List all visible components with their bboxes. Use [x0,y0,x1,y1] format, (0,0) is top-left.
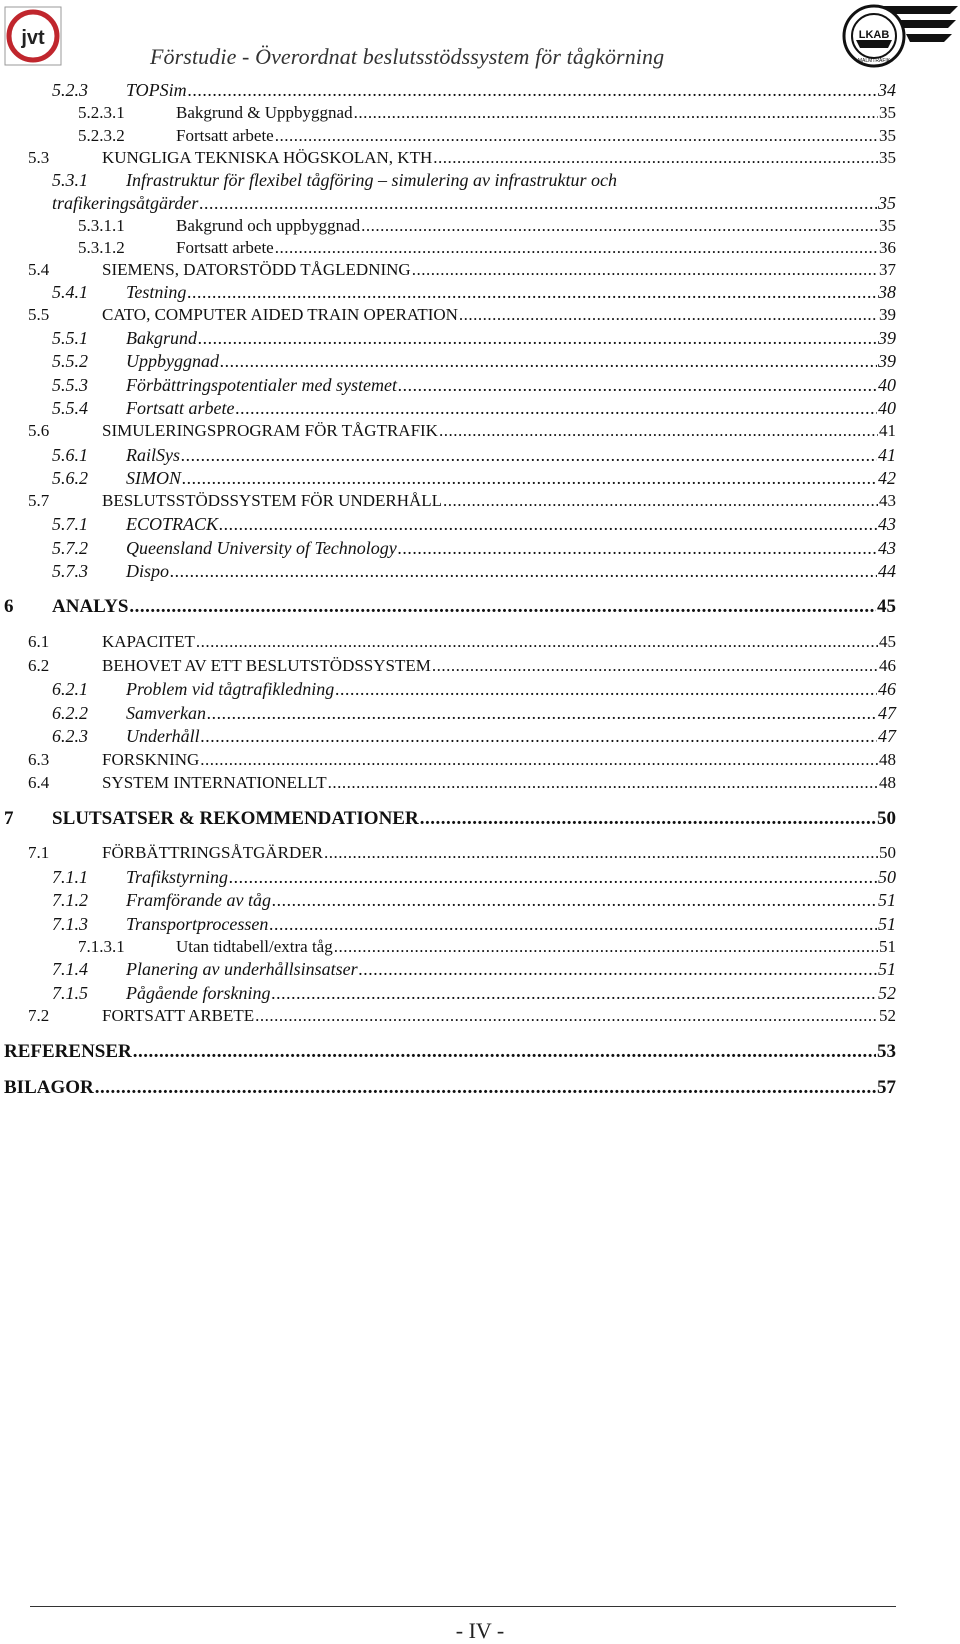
toc-entry-page: 41 [879,421,896,440]
toc-entry-title: Planering av underhållsinsatser [126,959,358,979]
toc-entry[interactable] [78,937,896,957]
toc-entry-title: Utan tidtabell/extra tåg [176,937,333,956]
lkab-logo-text: LKAB [858,29,890,41]
toc-entry-title: Pågående forskning [126,983,271,1003]
toc-entry-number: 5.2.3.2 [78,126,125,145]
toc-entry-title: Uppbyggnad [126,351,219,371]
toc-entry-title: Trafikstyrning [126,867,229,887]
toc-entry-title: CATO, COMPUTER AIDED TRAIN OPERATION [102,305,458,324]
toc-entry[interactable] [52,867,896,888]
toc-entry-number: 7.1.5 [52,983,88,1003]
toc-entry-page: 39 [878,328,896,348]
toc-dot-leader [182,468,877,489]
toc-entry-title: Problem vid tågtrafikledning [126,679,335,699]
toc-entry[interactable] [28,148,896,168]
toc-entry-page: 40 [878,398,896,418]
toc-entry-number: 7 [4,808,14,829]
toc-entry[interactable] [4,1077,896,1099]
toc-entry-page: 35 [879,148,896,167]
toc-entry-number: 6.1 [28,632,50,651]
toc-entry-number: 5.3.1.2 [78,238,125,257]
toc-dot-leader [236,398,878,419]
toc-entry-number: 5.3 [28,148,50,167]
toc-entry[interactable] [52,983,896,1004]
toc-entry-number: 5.5 [28,305,50,324]
toc-dot-leader [359,959,877,980]
toc-entry-title: Dispo [126,561,170,581]
toc-entry-page: 40 [878,375,896,395]
lkab-logo-icon [838,0,960,70]
toc-entry-page: 46 [879,656,896,675]
toc-entry[interactable] [28,305,896,325]
toc-dot-leader [187,282,877,303]
toc-dot-leader [398,538,877,559]
toc-entry-number: 7.1.4 [52,959,88,979]
toc-entry-number: 6.2.3 [52,726,88,746]
toc-entry-title: FORSKNING [102,750,200,769]
toc-entry-number: 5.6.1 [52,445,88,465]
toc-entry-page: 35 [879,216,896,235]
toc-dot-leader [361,216,878,236]
toc-entry-number: 5.7 [28,491,50,510]
toc-entry-title: Bakgrund & Uppbyggnad [176,103,353,122]
toc-entry[interactable] [52,170,896,191]
toc-entry-number: 7.1.2 [52,890,88,910]
toc-entry-number: 7.2 [28,1006,50,1025]
toc-entry-title: ECOTRACK [126,514,219,534]
toc-entry[interactable] [52,445,896,466]
toc-entry-page: 50 [879,843,896,862]
toc-entry-page: 35 [879,126,896,145]
toc-entry-number: 5.6 [28,421,50,440]
toc-entry-title: SIEMENS, DATORSTÖDD TÅGLEDNING [102,260,411,279]
toc-entry[interactable] [52,914,896,935]
toc-entry-page: 46 [878,679,896,699]
toc-entry-number: 7.1.1 [52,867,88,887]
toc-entry-number: 5.5.3 [52,375,88,395]
toc-dot-leader [133,1041,876,1063]
toc-entry-page: 43 [879,491,896,510]
toc-entry-page: 35 [879,103,896,122]
toc-entry-title: Samverkan [126,703,206,723]
toc-entry-number: 5.6.2 [52,468,88,488]
toc-entry[interactable] [28,843,896,863]
toc-entry[interactable] [52,375,896,396]
toc-entry-page: 34 [878,80,896,100]
toc-entry[interactable] [52,679,896,700]
toc-entry-number: 7.1.3.1 [78,937,125,956]
toc-entry-number: 5.5.1 [52,328,88,348]
toc-entry-title: BESLUTSSTÖDSSYSTEM FÖR UNDERHÅLL [102,491,443,510]
toc-entry-title: Infrastruktur för flexibel tågföring – simulering av infrastruktur och [126,170,617,190]
toc-dot-leader [188,80,877,101]
toc-entry-title: Fortsatt arbete [176,238,274,257]
jvt-logo-text: jvt [21,27,45,49]
toc-entry-number: 5.2.3.1 [78,103,125,122]
toc-entry-page: 43 [878,538,896,558]
toc-entry-page: 37 [879,260,896,279]
toc-entry-title: BEHOVET AV ETT BESLUTSTÖDSSYSTEM [102,656,431,675]
toc-entry-title: RailSys [126,445,180,465]
toc-entry-page: 36 [879,238,896,257]
toc-dot-leader [328,773,878,793]
toc-entry-number: 6.2.1 [52,679,88,699]
toc-entry-page: 35 [878,193,896,213]
toc-dot-leader [199,193,877,214]
toc-dot-leader [129,596,876,618]
toc-entry-page: 47 [878,726,896,746]
toc-entry[interactable] [52,726,896,747]
toc-dot-leader [219,514,877,535]
toc-entry-page: 39 [879,305,896,324]
toc-entry-title: Queensland University of Technology [126,538,397,558]
toc-dot-leader [198,328,877,349]
toc-entry[interactable] [52,80,896,101]
toc-entry-title: Transportprocessen [126,914,269,934]
toc-entry[interactable] [28,1006,896,1026]
toc-entry-number: 5.5.2 [52,351,88,371]
toc-entry-page: 43 [878,514,896,534]
jvt-logo-icon [4,6,62,66]
toc-entry-number: 5.7.2 [52,538,88,558]
footer-page-number: - IV - [455,1618,505,1643]
toc-entry-page: 52 [879,1006,896,1025]
toc-entry-number: 6.2.2 [52,703,88,723]
toc-entry-title: REFERENSER [4,1041,132,1062]
toc-entry-number: 5.5.4 [52,398,88,418]
toc-entry-title: KUNGLIGA TEKNISKA HÖGSKOLAN, KTH [102,148,433,167]
toc-entry-number: 5.2.3 [52,80,88,100]
toc-entry-page: 45 [879,632,896,651]
toc-dot-leader [271,983,877,1004]
toc-entry-title: SLUTSATSER & REKOMMENDATIONER [52,808,419,829]
toc-entry[interactable] [52,351,896,372]
toc-entry[interactable] [78,103,896,123]
toc-entry[interactable] [78,238,896,258]
toc-dot-leader [439,421,878,441]
toc-entry-title: Fortsatt arbete [176,126,274,145]
toc-entry[interactable] [52,514,896,535]
toc-entry[interactable] [28,491,896,511]
toc-entry[interactable] [52,538,896,559]
toc-entry[interactable] [28,260,896,280]
toc-dot-leader [196,632,878,652]
toc-entry-title: Framförande av tåg [126,890,271,910]
toc-entry-title: BILAGOR [4,1077,94,1098]
toc-entry[interactable] [4,808,896,830]
toc-entry-page: 48 [879,750,896,769]
toc-dot-leader [220,351,877,372]
toc-entry-title-continued: trafikeringsåtgärder [52,193,199,213]
toc-dot-leader [412,260,878,280]
toc-dot-leader [170,561,877,582]
toc-entry[interactable] [52,561,896,582]
toc-entry-page: 50 [877,808,896,829]
toc-entry[interactable] [52,959,896,980]
toc-dot-leader [201,726,877,747]
toc-entry-page: 45 [877,596,896,617]
toc-dot-leader [200,750,878,770]
toc-entry[interactable] [78,126,896,146]
toc-dot-leader [334,937,878,957]
toc-entry-number: 5.3.1 [52,170,88,190]
lkab-logo-subtext: MALMTRAFIK [857,58,891,64]
toc-entry-title: FORTSATT ARBETE [102,1006,255,1025]
toc-entry[interactable] [28,750,896,770]
toc-entry-number: 5.4 [28,260,50,279]
toc-entry-number: 7.1.3 [52,914,88,934]
toc-entry-page: 39 [878,351,896,371]
toc-entry-number: 5.7.1 [52,514,88,534]
toc-entry[interactable] [52,890,896,911]
toc-dot-leader [324,843,878,863]
toc-entry-title: SIMULERINGSPROGRAM FÖR TÅGTRAFIK [102,421,438,440]
toc-entry[interactable] [52,703,896,724]
toc-dot-leader [398,375,877,396]
toc-entry-page: 48 [879,773,896,792]
toc-entry[interactable] [28,773,896,793]
toc-entry-title: SYSTEM INTERNATIONELLT [102,773,327,792]
toc-dot-leader [272,890,877,911]
toc-entry-title: KAPACITET [102,632,195,651]
toc-dot-leader [275,238,878,258]
toc-entry-number: 6 [4,596,14,617]
toc-dot-leader [354,103,878,123]
toc-dot-leader [459,305,878,325]
toc-entry-title: FÖRBÄTTRINGSÅTGÄRDER [102,843,324,862]
toc-entry-title: TOPSim [126,80,187,100]
toc-dot-leader [433,148,878,168]
toc-entry-title: Bakgrund [126,328,197,348]
toc-entry-number: 7.1 [28,843,50,862]
toc-entry-title: Förbättringspotentialer med systemet [126,375,397,395]
toc-entry-page: 44 [878,561,896,581]
toc-entry-title: Underhåll [126,726,200,746]
toc-entry-page: 51 [878,914,896,934]
toc-dot-leader [207,703,877,724]
toc-entry-page: 51 [878,890,896,910]
toc-dot-leader [420,808,876,830]
toc-entry-title: SIMON [126,468,181,488]
toc-entry[interactable] [52,282,896,303]
toc-entry[interactable] [28,421,896,441]
toc-entry[interactable] [52,468,896,489]
toc-entry-number: 5.7.3 [52,561,88,581]
toc-entry-title: Testning [126,282,187,302]
toc-entry-page: 50 [878,867,896,887]
toc-dot-leader [432,656,878,676]
toc-entry[interactable] [52,398,896,419]
toc-entry[interactable] [78,216,896,236]
toc-entry-page: 51 [878,959,896,979]
toc-dot-leader [335,679,877,700]
toc-entry[interactable] [28,656,896,676]
toc-entry-title: ANALYS [52,596,129,617]
toc-dot-leader [255,1006,878,1026]
toc-entry-title: Fortsatt arbete [126,398,235,418]
toc-entry[interactable] [52,328,896,349]
toc-dot-leader [275,126,878,146]
toc-dot-leader [95,1077,876,1099]
toc-entry-number: 5.3.1.1 [78,216,125,235]
toc-entry-page: 57 [877,1077,896,1098]
toc-dot-leader [229,867,877,888]
toc-dot-leader [443,491,878,511]
header-title: Förstudie - Överordnat beslutsstödssystem för tågkörning [150,44,665,69]
toc-dot-leader [181,445,877,466]
page-header [0,0,960,78]
toc-entry-page: 47 [878,703,896,723]
toc-entry-continuation[interactable] [52,193,896,214]
toc-entry-page: 42 [878,468,896,488]
toc-entry[interactable] [4,1041,896,1063]
toc-dot-leader [269,914,877,935]
toc-entry-number: 6.2 [28,656,50,675]
toc-entry-page: 51 [879,937,896,956]
toc-entry[interactable] [28,632,896,652]
toc-entry-number: 6.3 [28,750,50,769]
toc-entry-page: 41 [878,445,896,465]
toc-entry-number: 6.4 [28,773,50,792]
toc-entry-page: 52 [878,983,896,1003]
footer-divider [30,1606,896,1607]
toc-entry-title: Bakgrund och uppbyggnad [176,216,361,235]
toc-entry-page: 53 [877,1041,896,1062]
toc-entry-page: 38 [878,282,896,302]
toc-entry[interactable] [4,596,896,618]
toc-entry-number: 5.4.1 [52,282,88,302]
